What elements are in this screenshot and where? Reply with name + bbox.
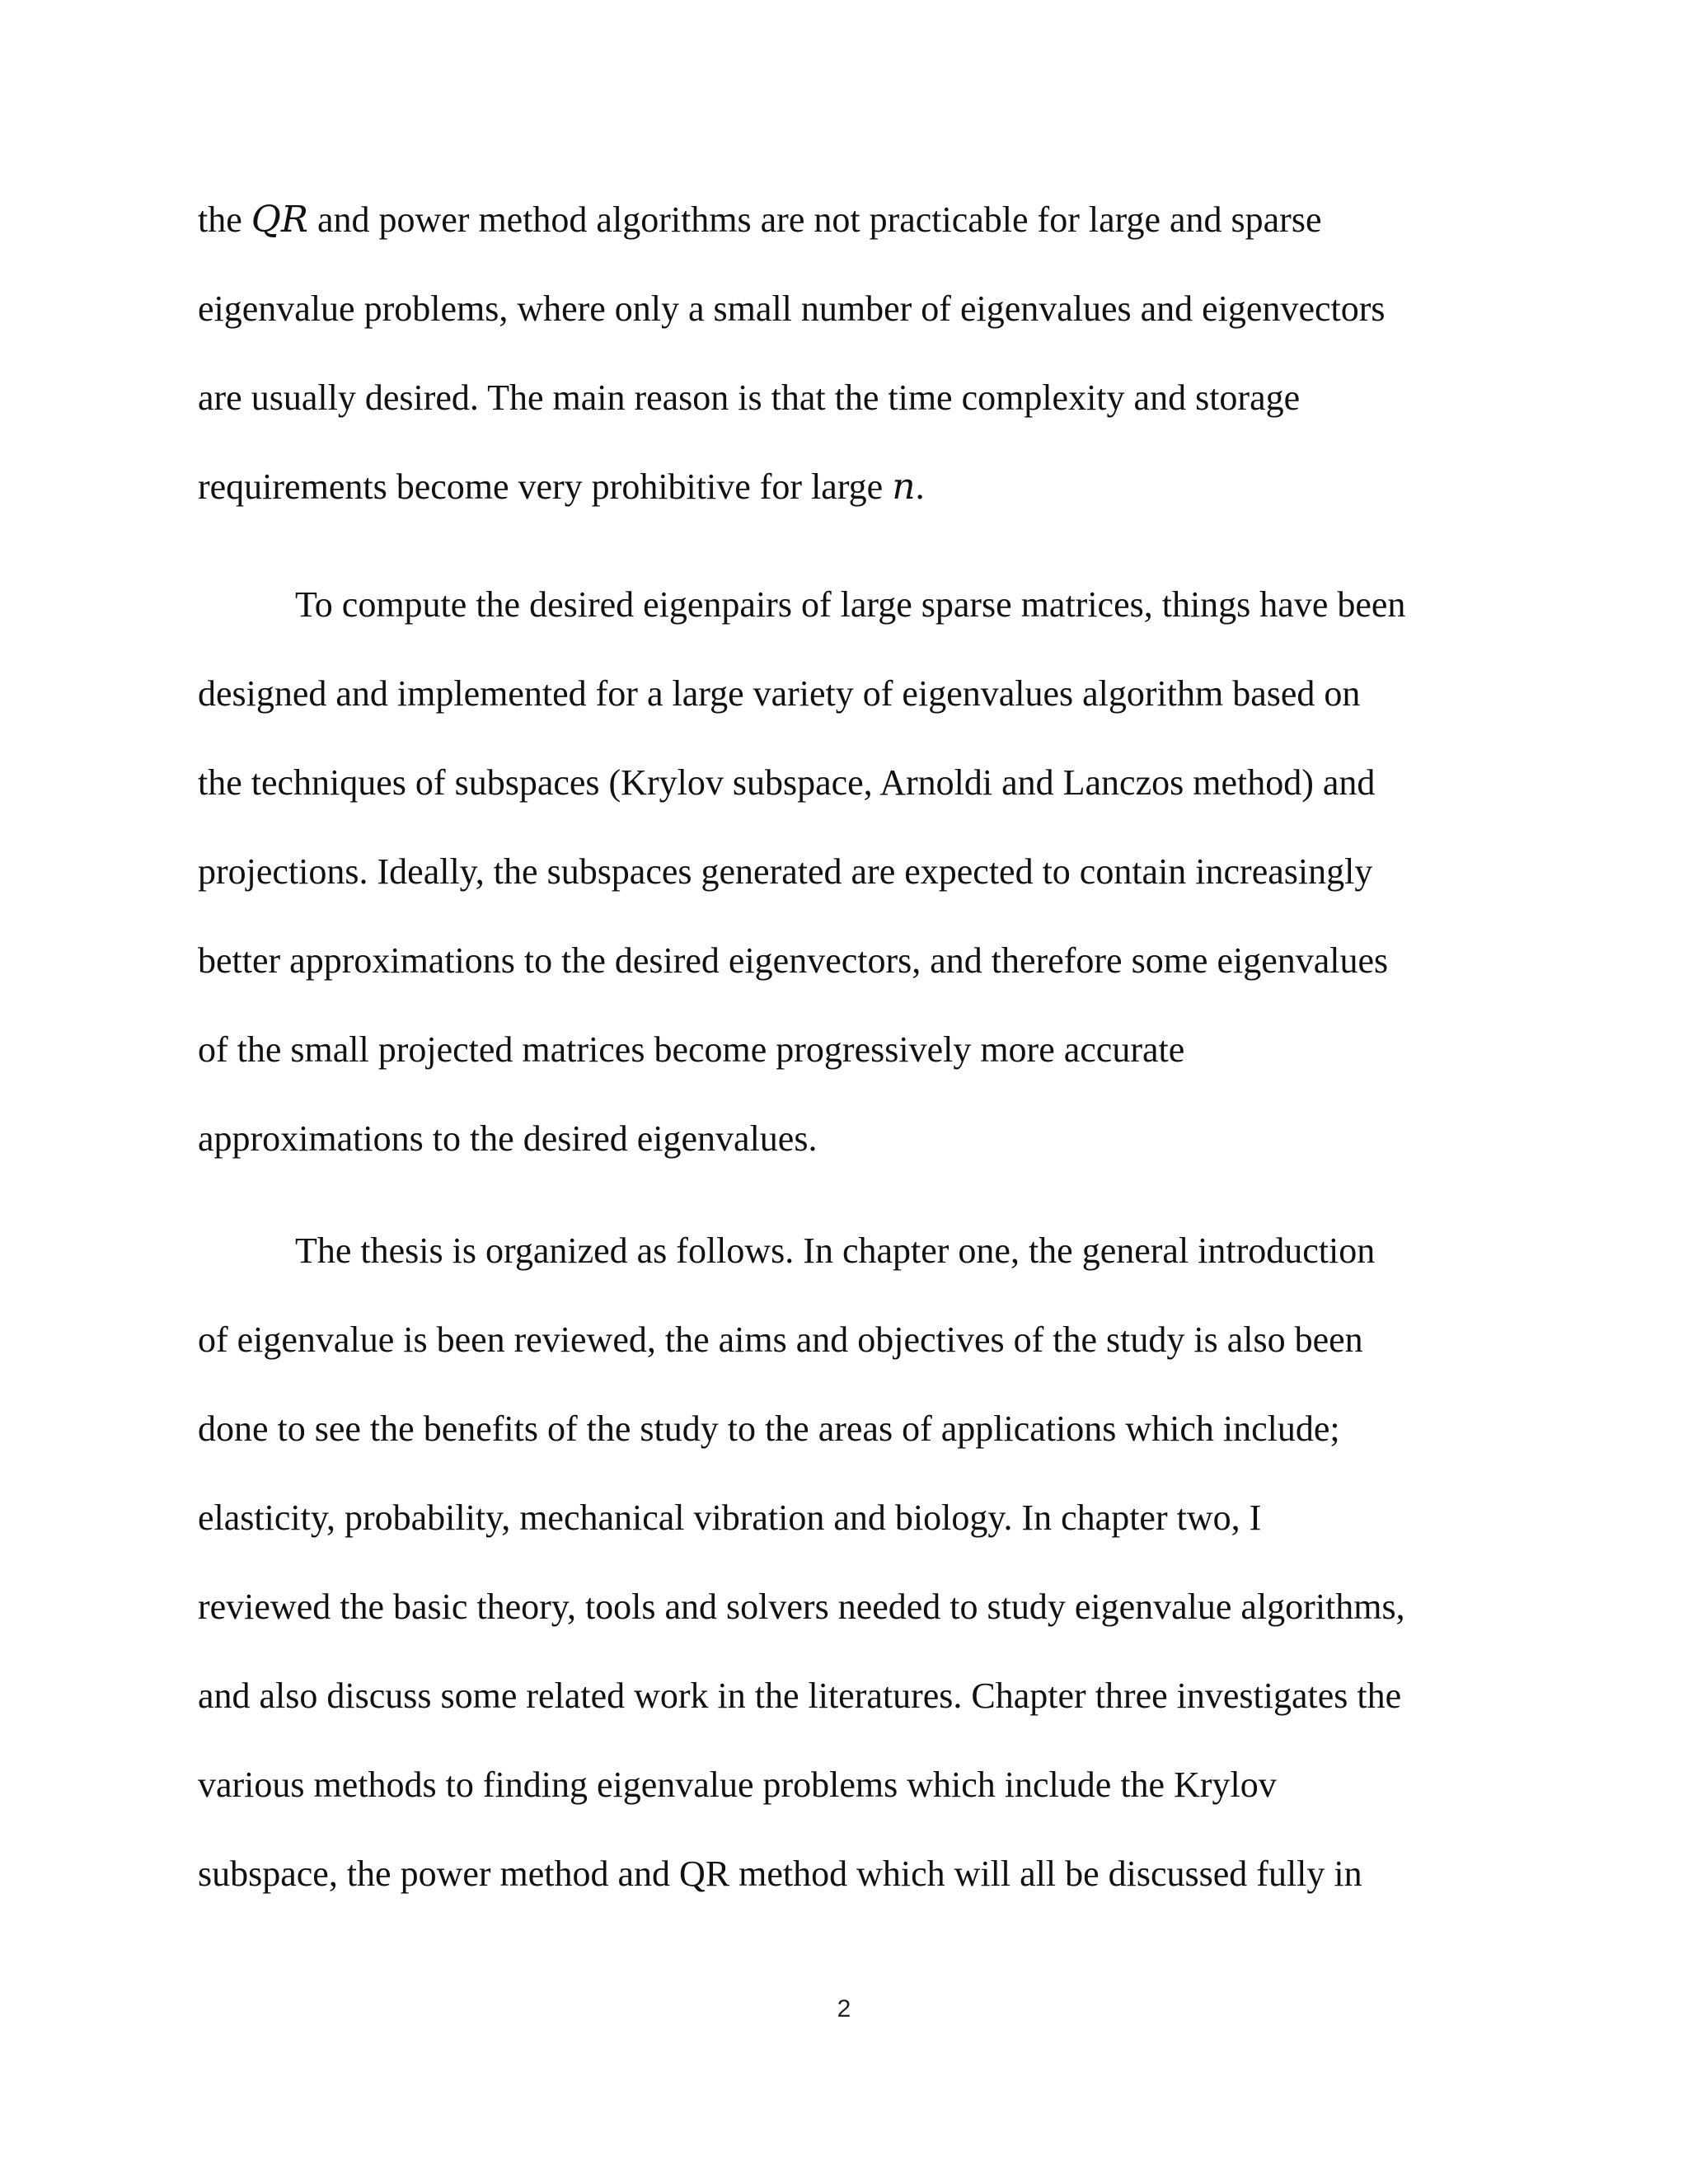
text-line-17: and also discuss some related work in the literatures. Chapter three investigates the <box>198 1675 1402 1716</box>
text-line-16: reviewed the basic theory, tools and solvers needed to study eigenvalue algorithms, <box>198 1586 1405 1627</box>
text-line-10: of the small projected matrices become progressively more accurate <box>198 1029 1185 1070</box>
text-line-5: To compute the desired eigenpairs of large sparse matrices, things have been <box>295 584 1406 625</box>
text-line-6: designed and implemented for a large variety of eigenvalues algorithm based on <box>198 673 1361 714</box>
math-symbol: QR <box>251 199 308 241</box>
text-line-19: subspace, the power method and QR method which will all be discussed fully in <box>198 1854 1362 1894</box>
text-line-14: done to see the benefits of the study to the areas of applications which include; <box>198 1408 1340 1449</box>
math-symbol: n <box>892 466 916 508</box>
text-line-3: are usually desired. The main reason is that the time complexity and storage <box>198 377 1301 418</box>
text-segment: the <box>198 199 251 240</box>
text-segment: and power method algorithms are not practicable for large and sparse <box>307 199 1322 240</box>
text-line-18: various methods to finding eigenvalue problems which include the Krylov <box>198 1765 1277 1805</box>
text-line-15: elasticity, probability, mechanical vibration and biology. In chapter two, I <box>198 1497 1262 1538</box>
text-line-13: of eigenvalue is been reviewed, the aims and objectives of the study is also been <box>198 1319 1363 1360</box>
text-line-4 <box>198 465 925 509</box>
text-line-11: approximations to the desired eigenvalues. <box>198 1118 818 1159</box>
text-line-12: The thesis is organized as follows. In chapter one, the general introduction <box>295 1230 1376 1271</box>
text-segment: . <box>915 466 925 507</box>
text-segment: requirements become very prohibitive for large <box>198 466 893 507</box>
text-line-7: the techniques of subspaces (Krylov subspace, Arnoldi and Lanczos method) and <box>198 762 1376 803</box>
text-line-9: better approximations to the desired eigenvectors, and therefore some eigenvalues <box>198 940 1389 981</box>
page-number: 2 <box>837 1995 851 2022</box>
text-line-1 <box>198 198 1321 242</box>
text-line-2: eigenvalue problems, where only a small number of eigenvalues and eigenvectors <box>198 288 1386 329</box>
text-line-8: projections. Ideally, the subspaces generated are expected to contain increasingly <box>198 851 1373 892</box>
